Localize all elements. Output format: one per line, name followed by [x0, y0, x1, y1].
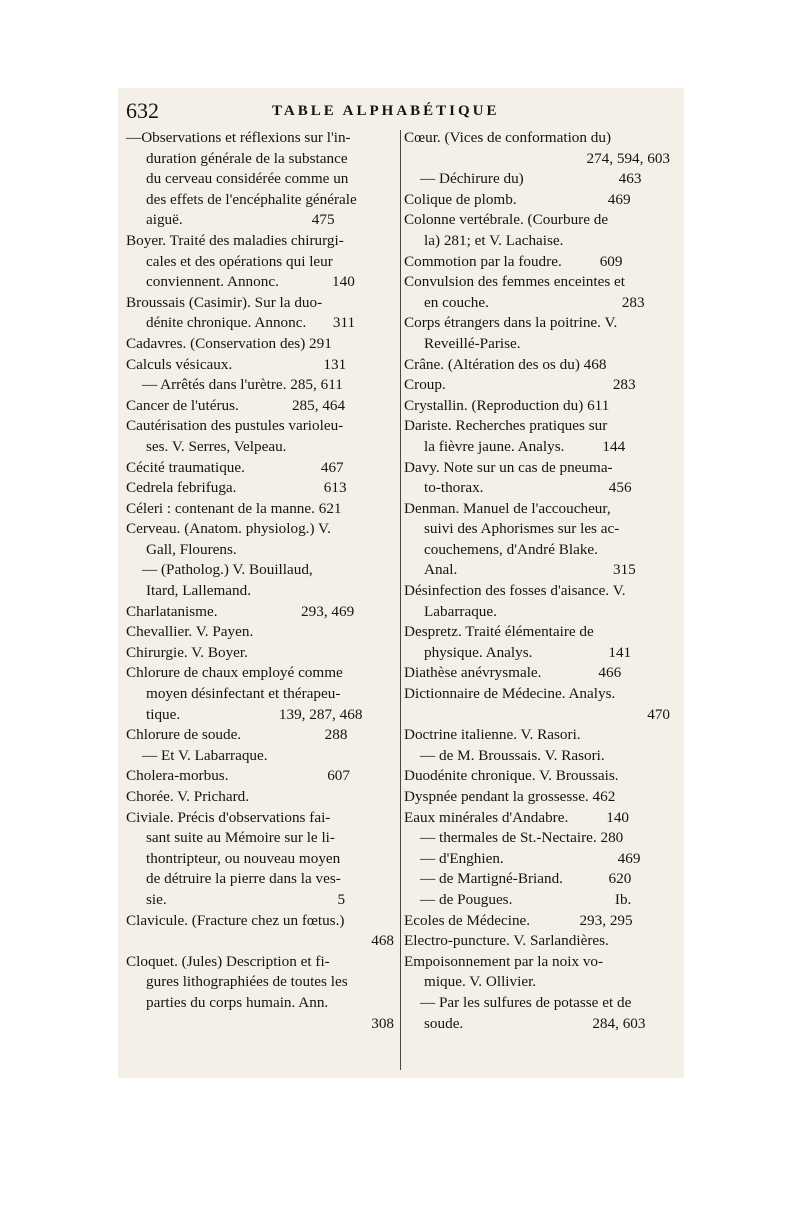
index-line: du cerveau considérée comme un: [146, 170, 349, 188]
index-line: Labarraque.: [424, 602, 497, 620]
index-line: Despretz. Traité élémentaire de: [404, 623, 594, 641]
index-entry: [126, 746, 398, 767]
index-line: Calculs vésicaux. 131: [126, 355, 347, 373]
index-line: Clavicule. (Fracture chez un fœtus.): [126, 911, 345, 929]
index-entry: [126, 375, 398, 396]
index-line: 274, 594, 603: [586, 149, 670, 167]
index-line: —Observations et réflexions sur l'in-: [126, 129, 351, 146]
index-line: duration générale de la substance: [146, 149, 348, 167]
index-column-right: [404, 128, 674, 1034]
index-line: Empoisonnement par la noix vo-: [404, 952, 604, 970]
index-line: Croup. 283: [404, 376, 636, 394]
index-entry: [404, 416, 674, 457]
index-line: la) 281; et V. Lachaise.: [424, 231, 564, 249]
index-entry: [126, 766, 398, 787]
index-entry: [404, 396, 674, 417]
index-line: dénite chronique. Annonc. 311: [146, 314, 356, 332]
index-entry: [126, 808, 398, 911]
index-line: 468: [371, 932, 394, 950]
index-line: Commotion par la foudre. 609: [404, 252, 623, 270]
index-entry: [404, 993, 674, 1034]
index-entry: [126, 952, 398, 1034]
index-line: 308: [371, 1014, 394, 1032]
index-line: Cedrela febrifuga. 613: [126, 479, 347, 497]
index-line: Dariste. Recherches pratiques sur: [404, 417, 608, 435]
index-line: Colique de plomb. 469: [404, 190, 631, 208]
index-line: Chirurgie. V. Boyer.: [126, 643, 248, 661]
index-line: 470: [647, 705, 670, 723]
index-line: tique. 139, 287, 468: [146, 705, 363, 723]
index-entry: [404, 952, 674, 993]
index-line: Electro-puncture. V. Sarlandières.: [404, 932, 609, 950]
index-entry: [126, 416, 398, 457]
index-line: Colonne vertébrale. (Courbure de: [404, 211, 609, 229]
index-line: sant suite au Mémoire sur le li-: [146, 829, 335, 847]
index-line: to-thorax. 456: [424, 479, 632, 497]
index-entry: [404, 849, 674, 870]
index-entry: [126, 231, 398, 293]
index-line: mique. V. Ollivier.: [424, 973, 537, 991]
index-entry: [126, 458, 398, 479]
index-line: — Et V. Labarraque.: [142, 746, 268, 764]
index-line: Broussais (Casimir). Sur la duo-: [126, 293, 323, 311]
index-line: — (Patholog.) V. Bouillaud,: [142, 561, 313, 579]
index-line: Chlorure de soude. 288: [126, 726, 348, 744]
index-entry: [126, 355, 398, 376]
index-line: Crystallin. (Reproduction du) 611: [404, 396, 610, 414]
index-line: moyen désinfectant et thérapeu-: [146, 685, 341, 703]
index-entry: [126, 560, 398, 601]
index-entry: [404, 581, 674, 622]
index-entry: [404, 622, 674, 663]
index-entry: [404, 252, 674, 273]
index-line: soude. 284, 603: [424, 1014, 646, 1032]
index-line: Céleri : contenant de la manne. 621: [126, 499, 342, 517]
index-line: — d'Enghien. 469: [420, 849, 641, 867]
index-entry: [126, 663, 398, 725]
index-line: Cœur. (Vices de conformation du): [404, 129, 612, 146]
index-line: Eaux minérales d'Andabre. 140: [404, 808, 630, 826]
index-line: Corps étrangers dans la poitrine. V.: [404, 314, 618, 332]
index-entry: [404, 828, 674, 849]
index-line: — Arrêtés dans l'urètre. 285, 611: [142, 376, 343, 394]
index-line: Diathèse anévrysmale. 466: [404, 664, 622, 682]
index-line: Dyspnée pendant la grossesse. 462: [404, 788, 616, 805]
index-line: Charlatanisme. 293, 469: [126, 602, 355, 620]
index-entry: [126, 519, 398, 560]
index-entry: [126, 128, 398, 231]
index-column-left: [126, 128, 398, 1034]
index-entry: [404, 375, 674, 396]
index-entry: [404, 684, 674, 725]
index-line: de détruire la pierre dans la ves-: [146, 870, 341, 888]
index-line: Cancer de l'utérus. 285, 464: [126, 396, 346, 414]
index-line: Cloquet. (Jules) Description et fi-: [126, 952, 330, 970]
index-line: la fièvre jaune. Analys. 144: [424, 437, 626, 455]
index-line: Doctrine italienne. V. Rasori.: [404, 726, 581, 744]
index-line: — de Martigné-Briand. 620: [420, 870, 632, 888]
index-line: — thermales de St.-Nectaire. 280: [420, 829, 624, 847]
page-header: [122, 96, 682, 126]
index-line: conviennent. Annonc. 140: [146, 273, 355, 291]
index-line: Anal. 315: [424, 561, 636, 579]
index-entry: [404, 663, 674, 684]
index-line: couchemens, d'André Blake.: [424, 540, 598, 558]
index-entry: [404, 272, 674, 313]
index-line: parties du corps humain. Ann.: [146, 993, 329, 1011]
index-entry: [126, 478, 398, 499]
index-entry: [126, 499, 398, 520]
page-number: 632: [126, 98, 159, 123]
index-line: Duodénite chronique. V. Broussais.: [404, 767, 619, 785]
index-line: Davy. Note sur un cas de pneuma-: [404, 458, 613, 476]
index-line: — de Pougues. Ib.: [420, 890, 632, 908]
index-entry: [404, 725, 674, 746]
index-entry: [404, 458, 674, 499]
index-line: Dictionnaire de Médecine. Analys.: [404, 685, 616, 703]
index-entry: [404, 190, 674, 211]
index-line: — Par les sulfures de potasse et de: [420, 993, 632, 1011]
index-line: suivi des Aphorismes sur les ac-: [424, 520, 620, 538]
index-line: Désinfection des fosses d'aisance. V.: [404, 582, 626, 600]
index-entry: [404, 911, 674, 932]
index-entry: [126, 293, 398, 334]
index-entry: [404, 746, 674, 767]
index-line: — de M. Broussais. V. Rasori.: [420, 746, 605, 764]
index-line: Chlorure de chaux employé comme: [126, 664, 343, 682]
index-entry: [404, 313, 674, 354]
index-line: Boyer. Traité des maladies chirurgi-: [126, 231, 344, 249]
index-line: Denman. Manuel de l'accoucheur,: [404, 499, 611, 517]
index-entry: [404, 499, 674, 581]
index-line: en couche. 283: [424, 293, 645, 311]
index-line: Cerveau. (Anatom. physiolog.) V.: [126, 520, 331, 538]
index-line: Convulsion des femmes enceintes et: [404, 273, 626, 291]
index-line: Cadavres. (Conservation des) 291: [126, 334, 332, 352]
index-line: Cécité traumatique. 467: [126, 458, 344, 476]
column-divider: [400, 130, 401, 1070]
index-line: physique. Analys. 141: [424, 643, 632, 661]
index-entry: [404, 766, 674, 787]
index-line: gures lithographiées de toutes les: [146, 973, 348, 991]
index-line: ses. V. Serres, Velpeau.: [146, 437, 287, 455]
index-entry: [404, 210, 674, 251]
index-entry: [404, 355, 674, 376]
index-entry: [126, 643, 398, 664]
index-line: Cholera-morbus. 607: [126, 767, 350, 785]
index-entry: [404, 808, 674, 829]
index-line: Ecoles de Médecine. 293, 295: [404, 911, 633, 929]
index-line: — Déchirure du) 463: [420, 170, 642, 188]
index-entry: [404, 931, 674, 952]
index-entry: [126, 334, 398, 355]
index-entry: [126, 622, 398, 643]
index-line: Crâne. (Altération des os du) 468: [404, 355, 607, 373]
index-line: aiguë. 475: [146, 211, 335, 229]
index-entry: [404, 787, 674, 808]
index-line: Gall, Flourens.: [146, 540, 237, 558]
index-entry: [126, 911, 398, 952]
index-entry: [404, 169, 674, 190]
index-entry: [126, 602, 398, 623]
index-line: des effets de l'encéphalite générale: [146, 190, 357, 208]
index-line: Civiale. Précis d'observations fai-: [126, 808, 331, 826]
index-entry: [126, 396, 398, 417]
index-line: Chevallier. V. Payen.: [126, 623, 254, 641]
index-entry: [404, 128, 674, 169]
index-entry: [126, 787, 398, 808]
index-line: cales et des opérations qui leur: [146, 252, 333, 270]
index-entry: [404, 890, 674, 911]
running-title: TABLE ALPHABÉTIQUE: [272, 103, 500, 119]
index-line: Chorée. V. Prichard.: [126, 788, 250, 805]
index-line: thontripteur, ou nouveau moyen: [146, 849, 341, 867]
index-line: Reveillé-Parise.: [424, 334, 521, 352]
index-line: Cautérisation des pustules varioleu-: [126, 417, 344, 435]
index-entry: [126, 725, 398, 746]
index-entry: [404, 869, 674, 890]
index-line: sie. 5: [146, 890, 346, 908]
index-line: Itard, Lallemand.: [146, 582, 251, 600]
